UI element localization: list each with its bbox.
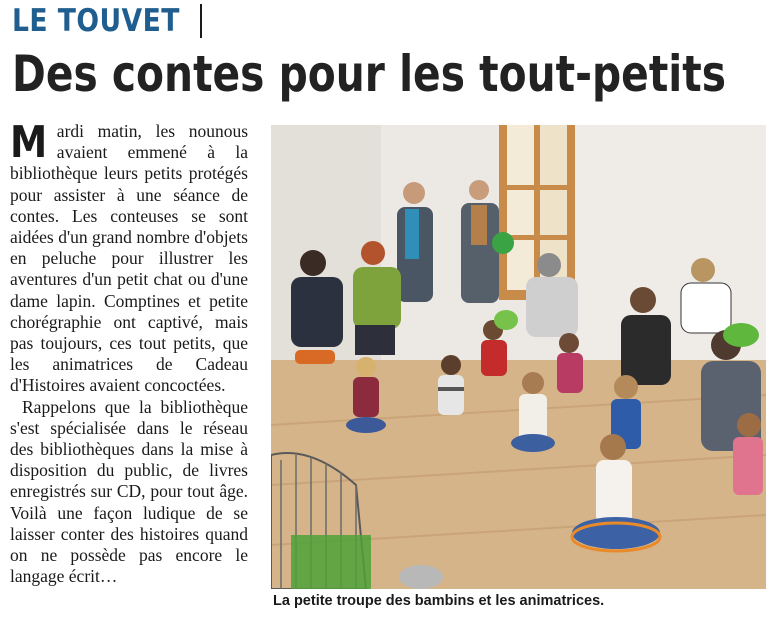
photo-caption: La petite troupe des bambins et les animatrices. xyxy=(273,593,605,609)
article-body xyxy=(10,117,248,587)
paragraph-2: Rappelons que la bibliothèque s'est spécialisée dans le réseau des bibliothèques dans la mise à disposition du public, de livres enregistrés sur CD, pour tout âge. Voilà une façon ludique de se laisser conter des histoires quand on ne possède pas encore le langage écrit… xyxy=(10,396,248,587)
article-photo xyxy=(271,125,766,589)
article-headline: Des contes pour les tout-petits xyxy=(12,45,727,103)
drop-cap: M xyxy=(10,117,48,168)
kicker-divider xyxy=(200,4,202,38)
paragraph-1-text: ardi matin, les nounous avaient emmené à la bibliothèque leurs petits protégés pour assister à une séance de contes. Les conteuses se sont aidées d'un grand nombre d'objets en peluche pour illustrer les aventures d'un petit chat ou d'une dame lapin. Comptines et petite chorégraphie ont captivé, mais pas toujours, ces tout petits, que les animatrices de Cadeau d'Histoires avaient concoctées. xyxy=(10,121,248,396)
photo-illustration xyxy=(271,125,766,589)
section-kicker: LE TOUVET xyxy=(12,3,180,39)
paragraph-1 xyxy=(10,117,248,397)
